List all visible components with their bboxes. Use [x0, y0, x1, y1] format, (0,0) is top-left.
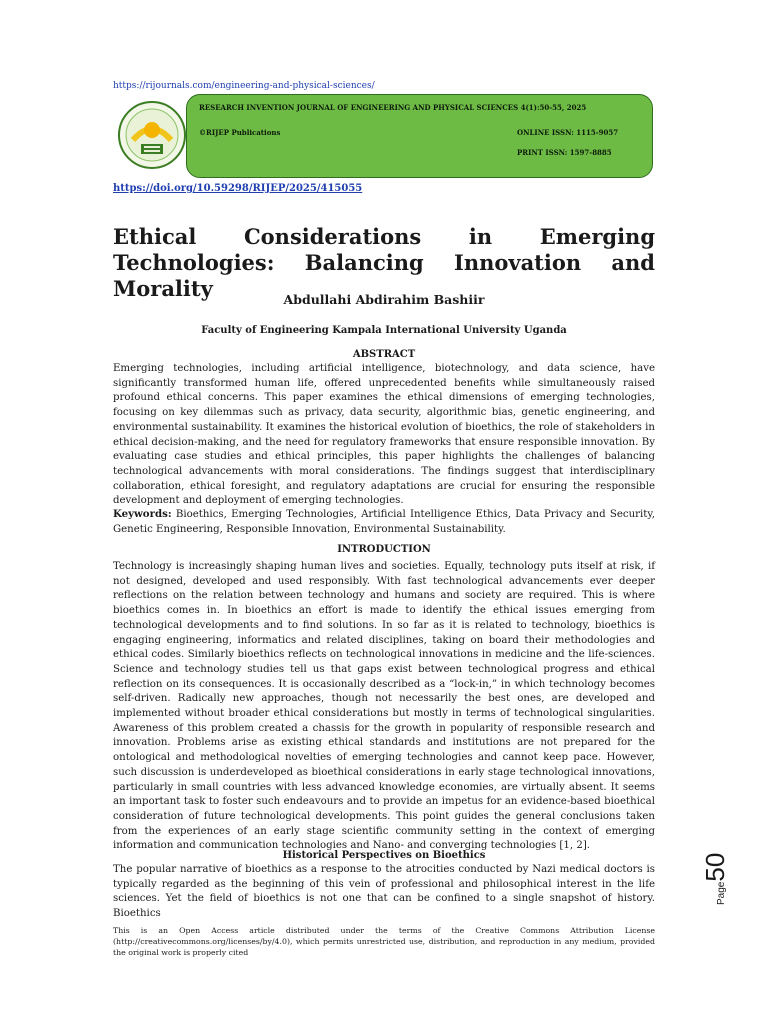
abstract-heading: ABSTRACT — [352, 349, 416, 360]
history-text: The popular narrative of bioethics as a response to the atrocities conducted by Nazi medical doctors is typically regarded as the beginning of this vein of professional and philosophical interest in the life sciences. Yet the field of bioethics is not one that can be confined to a single snapshot of history. Bioethics — [113, 864, 655, 920]
banner-print-issn: PRINT ISSN: 1597-8885 — [517, 148, 612, 157]
journal-url-link[interactable]: https://rijournals.com/engineering-and-physical-sciences/ — [113, 81, 375, 91]
keywords-paragraph — [113, 507, 655, 537]
journal-logo — [117, 100, 187, 170]
keywords-text: Bioethics, Emerging Technologies, Artificial Intelligence Ethics, Data Privacy and Security, Genetic Engineering, Responsible Innovation, Environmental Sustainability. — [113, 509, 655, 535]
author-affiliation: Faculty of Engineering Kampala International University Uganda — [201, 325, 567, 336]
introduction-heading: INTRODUCTION — [337, 544, 431, 555]
banner-publisher: ©RIJEP Publications — [199, 128, 281, 137]
banner-online-issn: ONLINE ISSN: 1115-9057 — [517, 128, 619, 137]
license-footer: This is an Open Access article distributed under the terms of the Creative Commons Attribution License (http://creativecommons.org/licenses/by/4.0), which permits unrestricted use, distribution, and reproduction in any medium, provided the original work is properly cited — [113, 926, 655, 957]
introduction-text: Technology is increasingly shaping human lives and societies. Equally, technology puts itself at risk, if not designed, developed and used responsibly. With fast technological advancements ever deeper reflections on the relation between technology and humans and society are required. This is where bioethics comes in. In bioethics an effort is made to identify the ethical issues emerging from technological developments and to find solutions. In so far as it is related to technology, bioethics is engaging engineering, informatics and related disciplines, taking on board their methodologies and ethical codes. Similarly bioethics reflects on technological innovations in medicine and the life-sciences. Science and technology studies tell us that gaps exist between technological progress and ethical reflection on its consequences. It is occasionally described as a “lock-in,” in which technology becomes self-driven. Radically new approaches, though not necessarily the best ones, are developed and implemented without broader ethical considerations but mostly in terms of technological singularities. Awareness of this problem created a chassis for the growth in popularity of responsible research and innovation. Problems arise as existing ethical standards and institutions are not prepared for the ontological and methodological novelties of emerging technologies and cannot keep pace. However, such discussion is underdeveloped as bioethical considerations in early stage technological innovations, particularly in small countries with less advanced knowledge economies, are virtually absent. It seems an important task to foster such endeavours and to provide an impetus for an evidence-based bioethical consideration of future technological developments. This point guides the general conclusions taken from the experiences of an early stage scientific community setting in the context of emerging information and communication technologies and Nano- and converging technologies [1, 2]. — [113, 561, 655, 852]
journal-banner — [186, 94, 653, 178]
history-heading: Historical Perspectives on Bioethics — [282, 850, 486, 861]
keywords-label: Keywords: — [113, 508, 172, 520]
author-name: Abdullahi Abdirahim Bashiir — [283, 292, 485, 307]
article-title: Ethical Considerations in Emerging Technologies: Balancing Innovation and Morality — [113, 224, 655, 301]
abstract-text: Emerging technologies, including artificial intelligence, biotechnology, and data science, have significantly transformed human life, offered unprecedented benefits while simultaneously raised profound ethical concerns. This paper examines the ethical dimensions of emerging technologies, focusing on key dilemmas such as privacy, data security, algorithmic bias, genetic engineering, and environmental sustainability. It examines the historical evolution of bioethics, the role of stakeholders in ethical decision-making, and the need for regulatory frameworks that ensure responsible innovation. By evaluating case studies and ethical principles, this paper highlights the challenges of balancing technological advancements with moral considerations. The findings suggest that interdisciplinary collaboration, ethical foresight, and regulatory adaptations are crucial for ensuring the responsible development and deployment of emerging technologies. — [113, 363, 655, 507]
page-word: Page — [716, 881, 727, 905]
page-number-label — [700, 853, 731, 905]
page-number: 50 — [700, 852, 730, 882]
doi-link[interactable]: https://doi.org/10.59298/RIJEP/2025/415055 — [113, 183, 363, 194]
banner-journal-title: RESEARCH INVENTION JOURNAL OF ENGINEERING AND PHYSICAL SCIENCES 4(1):50-55, 2025 — [199, 103, 587, 112]
